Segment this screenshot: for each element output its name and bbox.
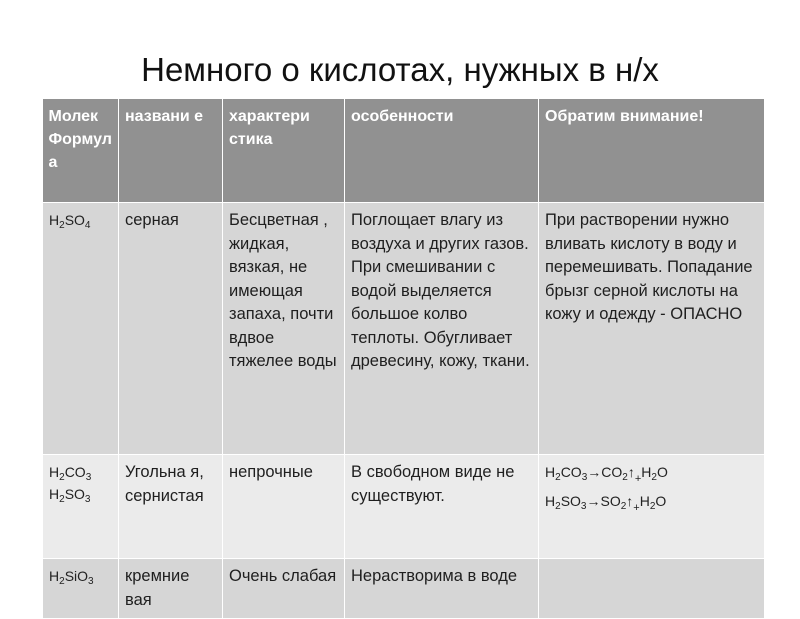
name-cell: кремние вая — [119, 559, 223, 619]
formula-cell — [43, 455, 119, 559]
name-cell: серная — [119, 203, 223, 455]
formula-h2co3: $H_2CO_3$ — [49, 464, 92, 483]
reaction-line: $H_2CO_3\to CO_2↑_+H_2O$ — [545, 464, 668, 485]
characteristic-cell: непрочные — [223, 455, 345, 559]
formula-h2so4: $H_2SO_4$ — [49, 212, 91, 231]
characteristic-cell: Бесцветная , жидкая, вязкая, не имеющая запаха, почти вдвое тяжелее воды — [223, 203, 345, 455]
header-formula: Молек Формула — [43, 99, 119, 203]
header-name: названи е — [119, 99, 223, 203]
table-row — [43, 455, 765, 559]
attention-cell — [539, 455, 765, 559]
header-characteristic: характери стика — [223, 99, 345, 203]
attention-cell — [539, 559, 765, 619]
attention-cell: При растворении нужно вливать кислоту в воду и перемешивать. Попадание брызг серной кислоты на кожу и одежду - ОПАСНО — [539, 203, 765, 455]
slide-title: Немного о кислотах, нужных в н/х — [141, 51, 659, 88]
header-features: особенности — [345, 99, 539, 203]
table-header-row — [43, 99, 765, 203]
features-cell: Поглощает влагу из воздуха и других газов. При смешивании с водой выделяется большое колво теплоты. Обугливает древесину, кожу, ткани. — [345, 203, 539, 455]
features-cell: Нерастворима в воде — [345, 559, 539, 619]
header-attention: Обратим внимание! — [539, 99, 765, 203]
characteristic-cell: Очень слабая — [223, 559, 345, 619]
features-cell: В свободном виде не существуют. — [345, 455, 539, 559]
formula-h2so3: $H_2SO_3$ — [49, 486, 91, 505]
table-row — [43, 559, 765, 619]
name-cell: Угольна я, сернистая — [119, 455, 223, 559]
formula-h2sio3: $H_2SiO_3$ — [49, 568, 94, 587]
formula-cell — [43, 203, 119, 455]
reaction-line: $H_2SO_3\to SO_2↑_+H_2O$ — [545, 493, 667, 514]
acids-table — [42, 98, 765, 619]
table-row — [43, 203, 765, 455]
formula-cell — [43, 559, 119, 619]
